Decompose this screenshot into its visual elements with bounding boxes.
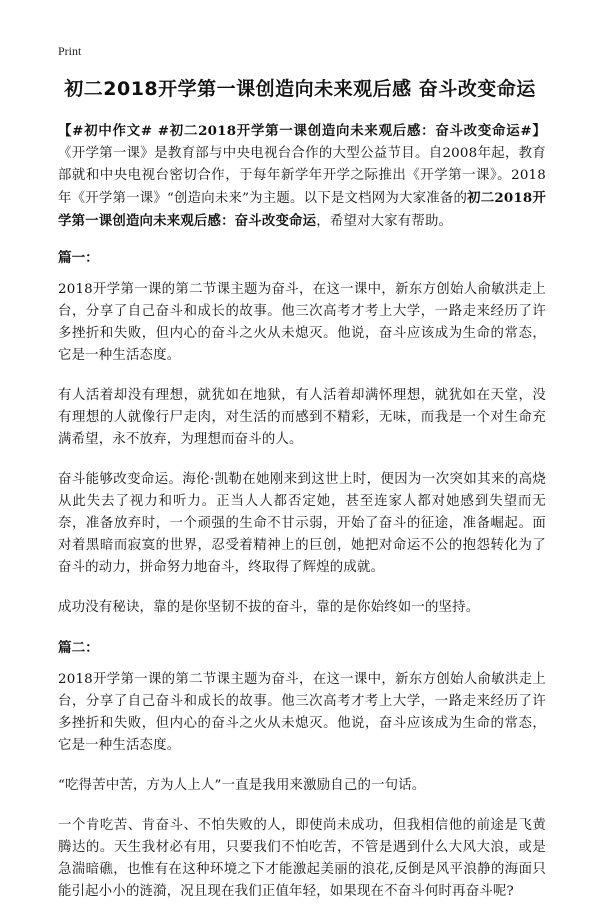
intro-paragraph [58, 120, 546, 233]
section-2 [58, 637, 546, 903]
paragraph: 2018开学第一课的第二节课主题为奋斗，在这一课中，新东方创始人俞敏洪走上台，分享了自己奋斗和成长的故事。他三次高考才考上大学，一路走来经历了许多挫折和失败，但内心的奋斗之火从未熄灭。他说，奋斗应该成为生命的常态，它是一种生活态度。 [58, 672, 546, 753]
section-heading: 篇一： [58, 250, 99, 266]
paragraph: 一个肯吃苦、肯奋斗、不怕失败的人，即使尚未成功，但我相信他的前途是飞黄腾达的。天生我材必有用，只要我们不怕吃苦，不管是遇到什么大风大浪，或是急湍暗礁，也惟有在这种环境之下才能激起美丽的浪花,反倒是风平浪静的海面只能引起小小的涟漪，况且现在我们正值年轻，如果现在不奋斗何时再奋斗呢? [58, 818, 546, 899]
intro-bold-tail: 初二2018开学第一课创造向未来观后感：奋斗改变命运 [58, 190, 547, 229]
paragraph: 2018开学第一课的第二节课主题为奋斗，在这一课中，新东方创始人俞敏洪走上台，分享了自己奋斗和成长的故事。他三次高考才考上大学，一路走来经历了许多挫折和失败，但内心的奋斗之火从未熄灭。他说，奋斗应该成为生命的常态，它是一种生活态度。 [58, 282, 546, 363]
intro-end: ，希望对大家有帮助。 [316, 214, 453, 229]
section-1 [58, 247, 546, 619]
print-link[interactable]: Print [58, 44, 82, 58]
page-title: 初二2018开学第一课创造向未来观后感 奋斗改变命运 [64, 78, 536, 100]
intro-bold-lead: 【#初中作文# #初二2018开学第一课创造向未来观后感：奋斗改变命运#】 [58, 123, 546, 139]
intro-text: 《开学第一课》是教育部与中央电视台合作的大型公益节目。自2008年起，教育部就和中央电视台密切合作，于每年新学年开学之际推出《开学第一课》。2018年《开学第一课》“创造向未来”为主题。以下是文档网为大家准备的 [58, 146, 546, 206]
paragraph: “吃得苦中苦，方为人上人”一直是我用来激励自己的一句话。 [58, 778, 426, 793]
section-heading: 篇二： [58, 640, 99, 656]
paragraph: 奋斗能够改变命运。海伦·凯勒在她刚来到这世上时，便因为一次突如其来的高烧从此失去了视力和听力。正当人人都否定她，甚至连家人都对她感到失望而无奈，准备放弃时，一个顽强的生命不甘示弱，开始了奋斗的征途，准备崛起。面对着黑暗而寂寞的世界，忍受着精神上的巨创，她把对命运不公的抱怨转化为了奋斗的动力，拼命努力地奋斗，终取得了辉煌的成就。 [58, 472, 546, 575]
paragraph: 有人活着却没有理想，就犹如在地狱，有人活着却满怀理想，就犹如在天堂，没有理想的人就像行尸走肉，对生活的而感到不精彩，无味，而我是一个对生命充满希望，永不放弃，为理想而奋斗的人。 [58, 388, 546, 447]
article-body [58, 120, 546, 921]
paragraph: 成功没有秘诀，靠的是你坚韧不拔的奋斗，靠的是你始终如一的坚持。 [58, 600, 480, 615]
